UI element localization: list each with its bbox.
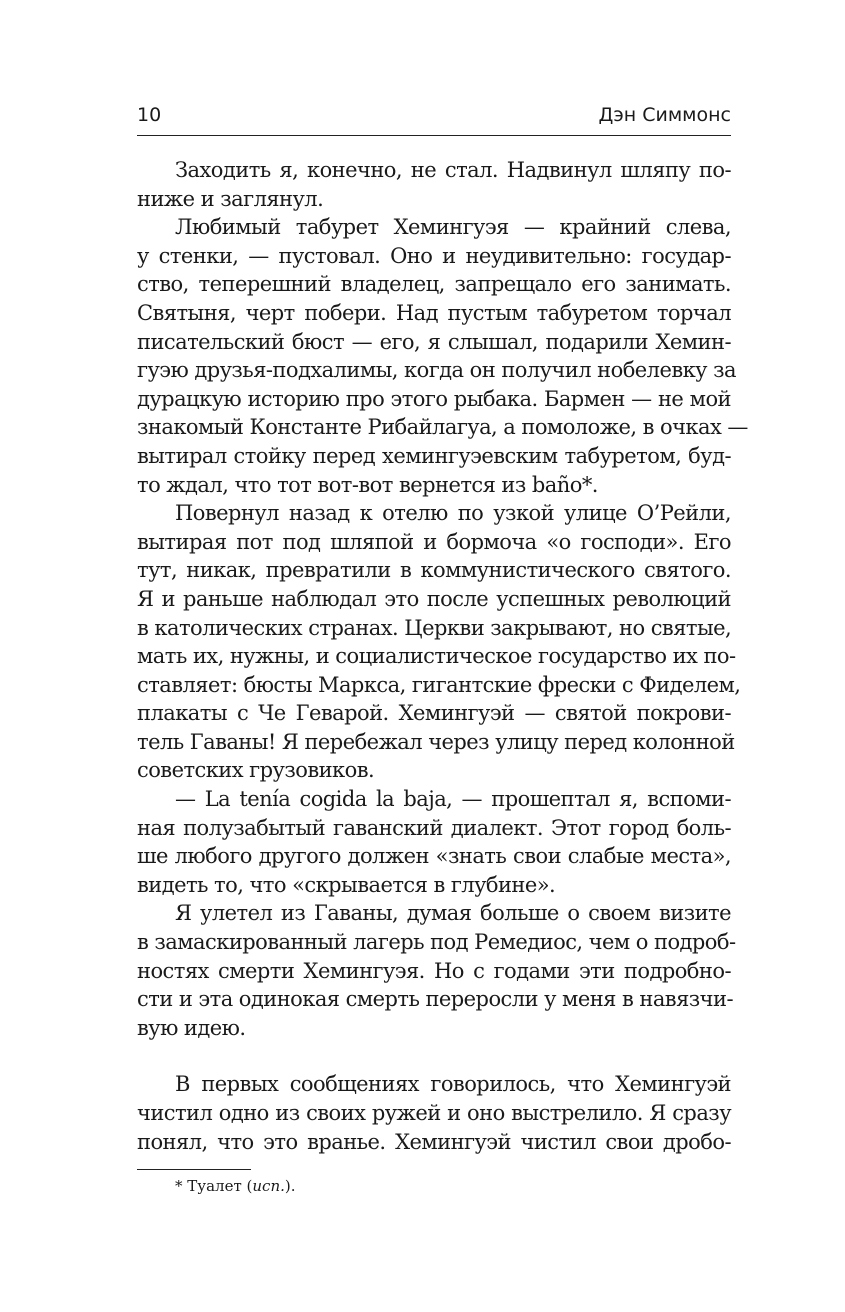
- text-line: чистил одно из своих ружей и оно выстрелило. Я сразу: [137, 1101, 731, 1125]
- text-line: Повернул назад к отелю по узкой улице О’Рейли,: [175, 501, 731, 526]
- text-line: — La tenía cogida la baja, — прошептал я, вспоми-: [175, 787, 731, 812]
- text-line: Святыня, черт побери. Над пустым табуретом торчал: [137, 300, 731, 325]
- text-line: Я улетел из Гаваны, думая больше о своем визите: [175, 901, 731, 926]
- text-line: плакаты с Че Геварой. Хемингуэй — святой покрови-: [137, 701, 731, 726]
- footnote-text: Туалет (: [187, 1177, 253, 1195]
- text-line: ниже и заглянул.: [137, 186, 324, 211]
- text-line: вытирал стойку перед хемингуэевским табуретом, буд-: [137, 443, 731, 468]
- text-line: В первых сообщениях говорилось, что Хемингуэй: [175, 1072, 731, 1097]
- text-line: видеть то, что «скрывается в глубине».: [137, 872, 556, 897]
- text-line: мать их, нужны, и социалистическое государство их по-: [137, 644, 736, 669]
- text-line: Я и раньше наблюдал это после успешных революций: [137, 586, 731, 611]
- page-header: [137, 102, 731, 136]
- text-line: вую идею.: [137, 1015, 246, 1040]
- text-line: у стенки, — пустовал. Оно и неудивительно: государ-: [137, 243, 731, 268]
- text-line: Любимый табурет Хемингуэя — крайний слева,: [175, 215, 731, 240]
- footnote-marker: *: [175, 1177, 183, 1195]
- page-number: 10: [137, 104, 162, 126]
- text-line: ство, теперешний владелец, запрещало его занимать.: [137, 272, 731, 297]
- footnote-divider: [137, 1169, 251, 1170]
- text-line: гуэю друзья-подхалимы, когда он получил нобелевку за: [137, 358, 736, 383]
- text-line: понял, что это вранье. Хемингуэй чистил свои дробо-: [137, 1129, 731, 1154]
- text-line: в замаскированный лагерь под Ремедиос, чем о подроб-: [137, 930, 736, 955]
- text-line: то ждал, что тот вот-вот вернется из baño*.: [137, 472, 598, 497]
- text-line: знакомый Константе Рибайлагуа, а помоложе, в очках —: [137, 415, 748, 440]
- text-line: советских грузовиков.: [137, 758, 375, 783]
- body-text: [137, 156, 748, 1156]
- text-line: писательский бюст — его, я слышал, подарили Хемин-: [137, 329, 731, 354]
- text-line: ставляет: бюсты Маркса, гигантские фрески с Фиделем,: [137, 672, 741, 697]
- text-line: тель Гаваны! Я перебежал через улицу перед колонной: [137, 729, 735, 754]
- footnote-close: ).: [284, 1177, 296, 1195]
- section-break: [137, 1042, 731, 1070]
- text-line: дурацкую историю про этого рыбака. Бармен — не мой: [137, 386, 731, 411]
- footnote: [175, 1177, 296, 1195]
- running-title: Дэн Симмонс: [598, 104, 731, 126]
- text-line: вытирая пот под шляпой и бормоча «о господи». Его: [137, 529, 731, 554]
- text-line: ностях смерти Хемингуэя. Но с годами эти подробно-: [137, 958, 731, 983]
- text-line: ная полузабытый гаванский диалект. Этот город боль-: [137, 815, 731, 840]
- text-line: тут, никак, превратили в коммунистического святого.: [137, 558, 731, 583]
- text-line: в католических странах. Церкви закрывают, но святые,: [137, 615, 732, 640]
- text-line: сти и эта одинокая смерть переросли у меня в навязчи-: [137, 987, 734, 1012]
- footnote-italic: исп.: [252, 1177, 285, 1195]
- text-line: ше любого другого должен «знать свои слабые места»,: [137, 844, 731, 869]
- text-line: Заходить я, конечно, не стал. Надвинул шляпу по-: [175, 158, 731, 182]
